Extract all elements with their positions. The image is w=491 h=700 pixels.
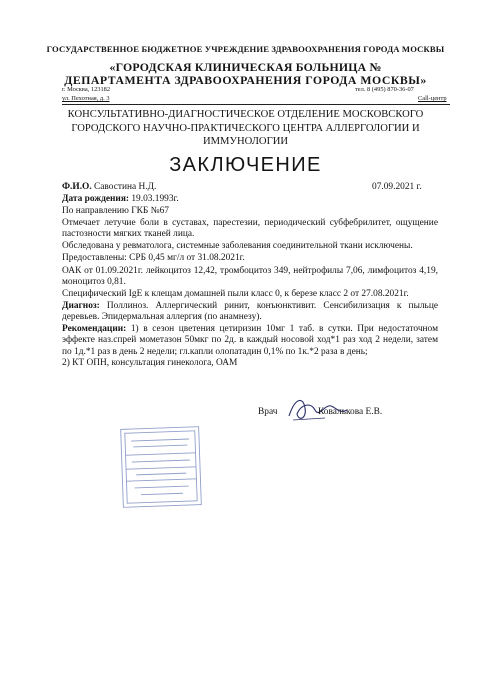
complaints: Отмечает летучие боли в суставах, парестезии, периодический субфебрилитет, ощущение пастозности мягких тканей лица. — [62, 218, 438, 240]
address-street: ул. Пехотная, д. 3 — [62, 95, 110, 102]
recommendations-text: 1) в сезон цветения цетиризин 10мг 1 таб. в сутки. При недостаточном эффекте наз.спрей мометазон 50мкг по 2д. в каждый носовой ход*1 раз ход 2 недели, затем по 1д.*1 раз в день 2 недели; гл.капли олопатадин 0,1% по 1к.*2 раза в день; — [62, 324, 438, 357]
recommendations-label: Рекомендации: — [62, 324, 127, 334]
hospital-name-line2: ДЕПАРТАМЕНТА ЗДРАВООХРАНЕНИЯ ГОРОДА МОСКВЫ» — [64, 73, 427, 87]
recommendations — [62, 324, 438, 358]
header-divider — [62, 104, 450, 105]
stamp — [118, 424, 204, 510]
rheumatology-note: Обследована у ревматолога, системные заболевания соединительной ткани исключены. — [62, 241, 413, 251]
signature-name: Ковалькова Е.В. — [318, 407, 383, 417]
patient-name-label: Ф.И.О. — [62, 182, 92, 192]
blood-test: ОАК от 01.09.2021г. лейкоцитоз 12,42, тромбоцитоз 349, нейтрофилы 7,06, лимфоцитоз 4,19, моноцитоз 0,81. — [62, 266, 438, 288]
dob-row — [62, 194, 438, 205]
institution-line: ГОСУДАРСТВЕННОЕ БЮДЖЕТНОЕ УЧРЕЖДЕНИЕ ЗДРАВООХРАНЕНИЯ ГОРОДА МОСКВЫ — [46, 44, 445, 54]
document-title: ЗАКЛЮЧЕНИЕ — [169, 154, 322, 176]
recommendations-2: 2) КТ ОПН, консультация гинеколога, ОАМ — [62, 358, 238, 368]
department-line1: КОНСУЛЬТАТИВНО-ДИАГНОСТИЧЕСКОЕ ОТДЕЛЕНИЕ МОСКОВСКОГО — [67, 109, 424, 120]
diagnosis — [62, 301, 438, 324]
document-date: 07.09.2021 г. — [372, 182, 422, 192]
dob-label: Дата рождения: — [62, 194, 130, 204]
hospital-name-line1: «ГОРОДСКАЯ КЛИНИЧЕСКАЯ БОЛЬНИЦА № — [109, 60, 382, 74]
department-line2: ГОРОДСКОГО НАУЧНО-ПРАКТИЧЕСКОГО ЦЕНТРА АЛЛЕРГОЛОГИИ И — [71, 122, 420, 134]
provided-tests: Предоставлены: СРБ 0,45 мг/л от 31.08.2021г. — [62, 253, 245, 263]
address-city: г. Москва, 123182 — [62, 86, 111, 93]
referral: По направлению ГКБ №67 — [62, 206, 169, 216]
patient-name: Савостина Н.Д. — [94, 182, 157, 192]
dob-value: 19.03.1993г. — [131, 194, 179, 204]
department-block — [0, 108, 491, 149]
department-line3: ИММУНОЛОГИИ — [202, 136, 289, 147]
call-center: Call-центр — [418, 95, 447, 102]
diagnosis-label: Диагноз: — [62, 301, 100, 311]
signature-role: Врач — [258, 407, 278, 417]
ige-test: Специфический IgE к клещам домашней пыли класс 0, к березе класс 2 от 27.08.2021г. — [62, 289, 409, 299]
diagnosis-text: Поллиноз. Аллергический ринит, конъюнктивит. Сенсибилизация к пыльце деревьев. Эпидермальная аллергия (по анамнезу). — [62, 301, 439, 323]
phone: тел. 8 (495) 870-36-07 — [355, 86, 414, 93]
